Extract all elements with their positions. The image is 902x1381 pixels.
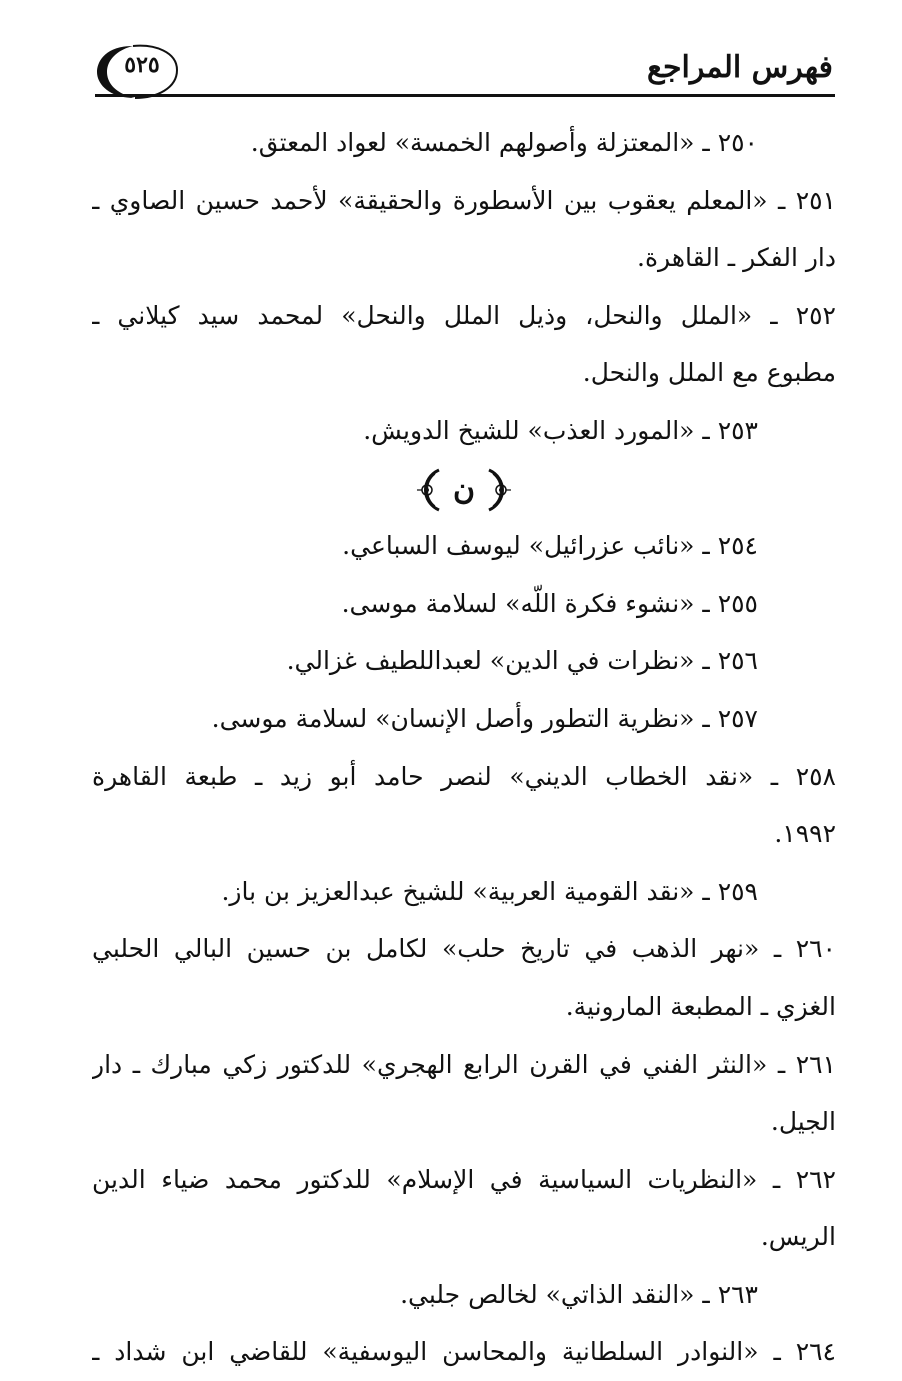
reference-continuation-line: دار الفكر ـ القاهرة. bbox=[637, 243, 836, 273]
reference-entry-line: ٢٥١ ـ «المعلم يعقوب بين الأسطورة والحقيقة» لأحمد حسين الصاوي ـ bbox=[92, 185, 836, 215]
reference-entry-line: ٢٦٣ ـ «النقد الذاتي» لخالص جلبي. bbox=[400, 1279, 758, 1309]
reference-entry-line: ٢٦٠ ـ «نهر الذهب في تاريخ حلب» لكامل بن حسين البالي الحلبي bbox=[92, 934, 836, 964]
reference-entry-line: ٢٥٦ ـ «نظرات في الدين» لعبداللطيف غزالي. bbox=[286, 646, 758, 676]
header-rule bbox=[95, 94, 835, 97]
page-number-frame bbox=[95, 42, 179, 100]
reference-entry-line: ٢٥٠ ـ «المعتزلة وأصولهم الخمسة» لعواد المعتق. bbox=[250, 128, 758, 157]
reference-entry-line: ٢٥٣ ـ «المورد العذب» للشيخ الدويش. bbox=[363, 415, 758, 445]
reference-entry-line: ٢٦٢ ـ «النظريات السياسية في الإسلام» للدكتور محمد ضياء الدين bbox=[92, 1164, 836, 1194]
reference-entry-line: ٢٥٥ ـ «نشوء فكرة اللّه» لسلامة موسى. bbox=[341, 588, 758, 618]
reference-entry-line: ٢٥٤ ـ «نائب عزرائيل» ليوسف السباعي. bbox=[342, 531, 758, 561]
reference-entry-line: ٢٥٩ ـ «نقد القومية العربية» للشيخ عبدالعزيز بن باز. bbox=[221, 876, 758, 906]
reference-list bbox=[92, 114, 836, 1381]
page-header bbox=[95, 40, 833, 96]
section-heading-nun bbox=[92, 460, 836, 518]
reference-entry-line: ٢٥٨ ـ «نقد الخطاب الديني» لنصر حامد أبو زيد ـ طبعة القاهرة bbox=[92, 761, 836, 791]
reference-entry-line: ٢٦١ ـ «النثر الفني في القرن الرابع الهجري» للدكتور زكي مبارك ـ دار bbox=[92, 1049, 836, 1079]
reference-entry-line: ٢٥٢ ـ «الملل والنحل، وذيل الملل والنحل» لمحمد سيد كيلاني ـ bbox=[92, 300, 836, 330]
ornament-flourish-icon bbox=[481, 468, 515, 512]
reference-continuation-line: الجيل. bbox=[770, 1107, 836, 1137]
ornament-flourish-icon bbox=[413, 468, 447, 512]
section-letter: ن bbox=[452, 471, 476, 507]
reference-continuation-line: مطبوع مع الملل والنحل. bbox=[582, 358, 836, 388]
reference-entry-line: ٢٥٧ ـ «نظرية التطور وأصل الإنسان» لسلامة موسى. bbox=[211, 703, 758, 733]
reference-continuation-line: ١٩٩٢. bbox=[774, 819, 836, 849]
reference-entry-line: ٢٦٤ ـ «النوادر السلطانية والمحاسن اليوسفية» للقاضي ابن شداد ـ bbox=[92, 1337, 836, 1367]
running-title: فهرس المراجع bbox=[646, 50, 833, 85]
section-ornament bbox=[413, 468, 515, 512]
reference-continuation-line: الريس. bbox=[760, 1222, 836, 1252]
reference-continuation-line: الغزي ـ المطبعة المارونية. bbox=[565, 991, 836, 1021]
page-number: ٥٢٥ bbox=[124, 52, 160, 78]
